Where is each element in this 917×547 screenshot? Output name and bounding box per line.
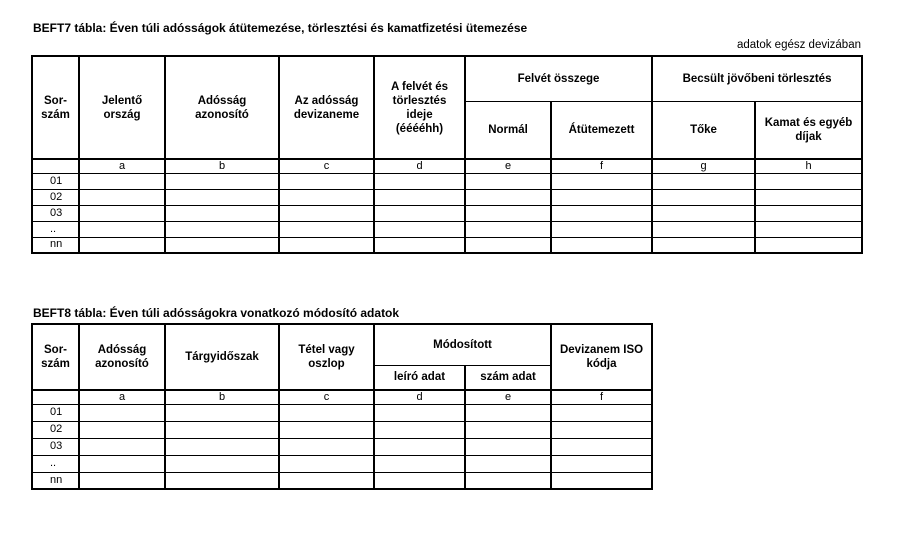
data-cell[interactable]: [551, 221, 652, 237]
row-number: nn: [32, 237, 79, 253]
table-row: [32, 221, 862, 237]
header-sorszam: Sor- szám: [32, 324, 79, 390]
data-cell[interactable]: [374, 173, 465, 189]
letter-cell: f: [551, 159, 652, 173]
data-cell[interactable]: [551, 421, 652, 438]
row-number: 01: [32, 173, 79, 189]
data-cell[interactable]: [79, 438, 165, 455]
data-cell[interactable]: [79, 455, 165, 472]
data-cell[interactable]: [374, 221, 465, 237]
data-cell[interactable]: [374, 189, 465, 205]
header-adossag-azonosito: Adósság azonosító: [79, 324, 165, 390]
data-cell[interactable]: [279, 221, 374, 237]
table-row: [32, 438, 652, 455]
data-cell[interactable]: [652, 237, 755, 253]
data-cell[interactable]: [79, 472, 165, 489]
header-felvet-ideje: A felvét és törlesztés ideje (ééééhh): [374, 56, 465, 159]
letter-cell: h: [755, 159, 862, 173]
data-cell[interactable]: [465, 173, 551, 189]
data-cell[interactable]: [79, 404, 165, 421]
data-cell[interactable]: [279, 173, 374, 189]
data-cell[interactable]: [165, 221, 279, 237]
data-cell[interactable]: [279, 189, 374, 205]
letter-cell: c: [279, 390, 374, 404]
data-cell[interactable]: [165, 205, 279, 221]
data-cell[interactable]: [652, 221, 755, 237]
table-row: [32, 472, 652, 489]
row-number: nn: [32, 472, 79, 489]
header-felvet-osszege: Felvét összege: [465, 56, 652, 101]
header-devizanem: Az adósság devizaneme: [279, 56, 374, 159]
data-cell[interactable]: [652, 189, 755, 205]
data-cell[interactable]: [165, 455, 279, 472]
data-cell[interactable]: [551, 237, 652, 253]
data-cell[interactable]: [755, 205, 862, 221]
data-cell[interactable]: [374, 438, 465, 455]
header-szam-adat: szám adat: [465, 365, 551, 390]
letter-cell: a: [79, 390, 165, 404]
data-cell[interactable]: [755, 189, 862, 205]
header-adossag-azonosito: Adósság azonosító: [165, 56, 279, 159]
data-cell[interactable]: [755, 221, 862, 237]
data-cell[interactable]: [279, 455, 374, 472]
letter-cell-empty: [32, 390, 79, 404]
beft7-table: [31, 55, 863, 254]
data-cell[interactable]: [79, 421, 165, 438]
table-row: [32, 404, 652, 421]
header-tetel-vagy-oszlop: Tétel vagy oszlop: [279, 324, 374, 390]
data-cell[interactable]: [165, 237, 279, 253]
letter-cell: d: [374, 390, 465, 404]
data-cell[interactable]: [79, 237, 165, 253]
header-devizanem-iso: Devizanem ISO kódja: [551, 324, 652, 390]
row-number: 03: [32, 438, 79, 455]
beft7-units-note: adatok egész devizában: [736, 39, 861, 51]
data-cell[interactable]: [279, 404, 374, 421]
letter-cell: e: [465, 159, 551, 173]
header-atutemezett: Átütemezett: [551, 101, 652, 159]
data-cell[interactable]: [165, 472, 279, 489]
data-cell[interactable]: [279, 421, 374, 438]
data-cell[interactable]: [165, 173, 279, 189]
data-cell[interactable]: [165, 189, 279, 205]
letter-cell: b: [165, 390, 279, 404]
beft8-title: BEFT8 tábla: Éven túli adósságokra vonatkozó módosító adatok: [33, 306, 400, 320]
letter-cell: c: [279, 159, 374, 173]
data-cell[interactable]: [465, 404, 551, 421]
row-number: ..: [32, 455, 79, 472]
data-cell[interactable]: [465, 205, 551, 221]
header-modositott: Módosított: [374, 324, 551, 365]
data-cell[interactable]: [374, 205, 465, 221]
table-row: [32, 189, 862, 205]
beft7-title: BEFT7 tábla: Éven túli adósságok átütemezése, törlesztési és kamatfizetési ütemezése: [33, 21, 528, 35]
table-row: [32, 205, 862, 221]
letter-cell: d: [374, 159, 465, 173]
table-row: [32, 455, 652, 472]
data-cell[interactable]: [279, 472, 374, 489]
beft8-table: [31, 323, 653, 490]
header-toke: Tőke: [652, 101, 755, 159]
data-cell[interactable]: [165, 421, 279, 438]
data-cell[interactable]: [465, 237, 551, 253]
header-sorszam: Sor- szám: [32, 56, 79, 159]
data-cell[interactable]: [279, 438, 374, 455]
data-cell[interactable]: [465, 221, 551, 237]
row-number: 02: [32, 421, 79, 438]
data-cell[interactable]: [279, 237, 374, 253]
data-cell[interactable]: [652, 173, 755, 189]
letter-cell: e: [465, 390, 551, 404]
header-becsult-torlesztes: Becsült jövőbeni törlesztés: [652, 56, 862, 101]
data-cell[interactable]: [374, 455, 465, 472]
data-cell[interactable]: [465, 472, 551, 489]
data-cell[interactable]: [551, 472, 652, 489]
data-cell[interactable]: [551, 404, 652, 421]
data-cell[interactable]: [465, 421, 551, 438]
data-cell[interactable]: [465, 455, 551, 472]
header-jelento-orszag: Jelentő ország: [79, 56, 165, 159]
data-cell[interactable]: [551, 438, 652, 455]
data-cell[interactable]: [79, 221, 165, 237]
data-cell[interactable]: [374, 472, 465, 489]
table-row: [32, 421, 652, 438]
data-cell[interactable]: [551, 189, 652, 205]
letter-cell: b: [165, 159, 279, 173]
data-cell[interactable]: [165, 438, 279, 455]
row-number: 03: [32, 205, 79, 221]
letter-cell: a: [79, 159, 165, 173]
data-cell[interactable]: [652, 205, 755, 221]
data-cell[interactable]: [551, 205, 652, 221]
table-row: [32, 237, 862, 253]
data-cell[interactable]: [465, 438, 551, 455]
header-leiro-adat: leíró adat: [374, 365, 465, 390]
data-cell[interactable]: [551, 173, 652, 189]
header-normal: Normál: [465, 101, 551, 159]
letter-cell: g: [652, 159, 755, 173]
data-cell[interactable]: [374, 421, 465, 438]
header-kamat: Kamat és egyéb díjak: [755, 101, 862, 159]
letter-cell-empty: [32, 159, 79, 173]
data-cell[interactable]: [755, 237, 862, 253]
data-cell[interactable]: [79, 173, 165, 189]
data-cell[interactable]: [755, 173, 862, 189]
table-row: [32, 173, 862, 189]
data-cell[interactable]: [465, 189, 551, 205]
header-targyidoszak: Tárgyidőszak: [165, 324, 279, 390]
row-number: 01: [32, 404, 79, 421]
data-cell[interactable]: [551, 455, 652, 472]
data-cell[interactable]: [79, 205, 165, 221]
letter-cell: f: [551, 390, 652, 404]
data-cell[interactable]: [374, 404, 465, 421]
row-number: ..: [32, 221, 79, 237]
data-cell[interactable]: [374, 237, 465, 253]
row-number: 02: [32, 189, 79, 205]
data-cell[interactable]: [79, 189, 165, 205]
data-cell[interactable]: [165, 404, 279, 421]
data-cell[interactable]: [279, 205, 374, 221]
